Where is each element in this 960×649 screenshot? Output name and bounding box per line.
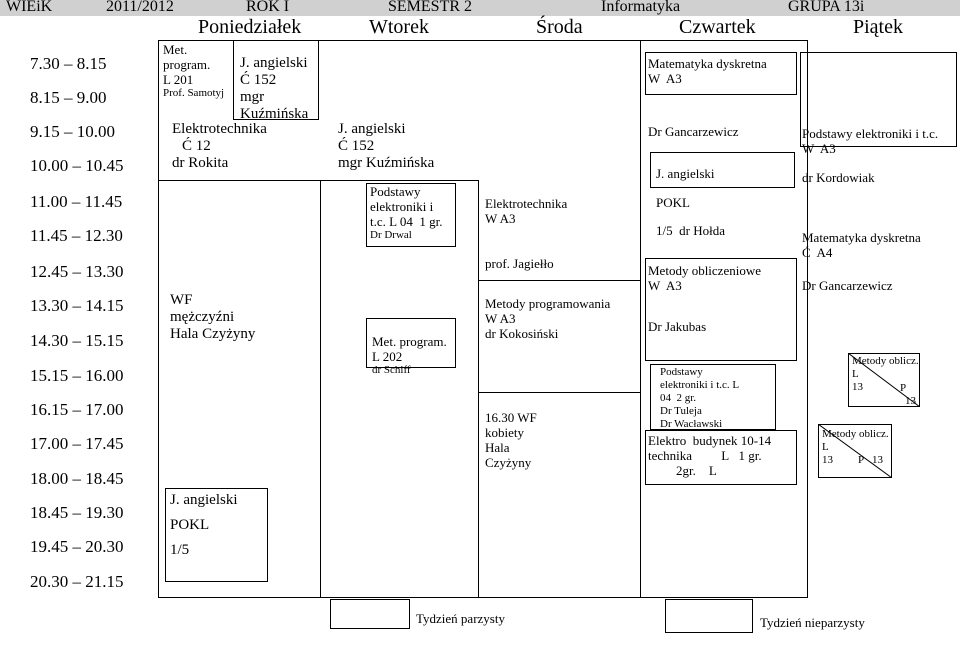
- header-course-year: ROK I: [246, 0, 290, 15]
- day-friday: Piątek: [853, 16, 903, 38]
- time-slot: 8.15 – 9.00: [30, 88, 107, 107]
- time-slot: 15.15 – 16.00: [30, 366, 124, 385]
- friday-metody-obl2-p: P: [858, 454, 865, 466]
- day-wednesday: Środa: [536, 16, 583, 38]
- friday-metody-obl2-p13: 13: [872, 454, 883, 466]
- monday-met-program: Met. program. L 201 Prof. Samotyj: [163, 42, 225, 99]
- thursday-mat-dysk: Matematyka dyskretna W A3: [648, 56, 767, 86]
- divider: [158, 180, 478, 181]
- divider: [320, 180, 321, 598]
- friday-metody-obl1: Metody oblicz. L 13: [852, 355, 919, 393]
- tuesday-podstawy: Podstawy elektroniki i t.c. L 04 1 gr. Dr Drwal: [370, 184, 443, 241]
- thursday-english: J. angielski POKL 1/5 dr Hołda: [656, 166, 725, 238]
- time-slot: 17.00 – 17.45: [30, 434, 124, 453]
- day-thursday: Czwartek: [679, 16, 756, 38]
- monday-wf: WF mężczyźni Hala Czyżyny: [170, 292, 256, 342]
- tuesday-english: J. angielski Ć 152 mgr Kuźmińska: [338, 121, 435, 171]
- legend-odd-week: Tydzień nieparzysty: [760, 615, 865, 630]
- friday-metody-obl1-p13: 13: [905, 395, 916, 407]
- time-slot: 12.45 – 13.30: [30, 262, 124, 281]
- time-slot: 16.15 – 17.00: [30, 400, 124, 419]
- thursday-metody-obl: Metody obliczeniowe W A3 Dr Jakubas: [648, 263, 761, 334]
- header-year: 2011/2012: [106, 0, 174, 15]
- header-bar: [0, 0, 960, 16]
- friday-metody-obl1-p: P: [900, 382, 907, 394]
- divider: [478, 392, 640, 393]
- wednesday-metody-prog: Metody programowania W A3 dr Kokosiński: [485, 296, 611, 341]
- day-tuesday: Wtorek: [369, 16, 429, 38]
- friday-mat-dysk: Matematyka dyskretna Ć A4 Dr Gancarzewicz: [802, 230, 921, 293]
- tuesday-met-program: Met. program. L 202 dr Schiff: [372, 334, 447, 376]
- legend-even-week: Tydzień parzysty: [416, 611, 505, 626]
- time-slot: 19.45 – 20.30: [30, 537, 124, 556]
- divider: [640, 40, 641, 598]
- time-slot: 18.45 – 19.30: [30, 503, 124, 522]
- time-slot: 11.00 – 11.45: [30, 192, 123, 211]
- friday-metody-obl2: Metody oblicz. L 13: [822, 428, 889, 466]
- header-semester: SEMESTR 2: [388, 0, 473, 15]
- wednesday-wf: 16.30 WF kobiety Hala Czyżyny: [485, 410, 537, 470]
- time-slot: 14.30 – 15.15: [30, 331, 124, 350]
- time-slot: 7.30 – 8.15: [30, 54, 107, 73]
- time-slot: 9.15 – 10.00: [30, 122, 115, 141]
- header-group: GRUPA 13i: [788, 0, 865, 15]
- header-field: Informatyka: [601, 0, 681, 15]
- day-monday: Poniedziałek: [198, 16, 302, 38]
- legend-odd-swatch: [665, 599, 753, 633]
- time-slot: 20.30 – 21.15: [30, 572, 124, 591]
- divider: [478, 180, 479, 598]
- time-slot: 11.45 – 12.30: [30, 226, 123, 245]
- monday-english: J. angielski Ć 152 mgr Kuźmińska: [240, 55, 309, 122]
- time-slot: 10.00 – 10.45: [30, 156, 124, 175]
- legend-even-swatch: [330, 599, 410, 629]
- monday-electro: Elektrotechnika Ć 12 dr Rokita: [172, 121, 267, 171]
- divider: [478, 280, 640, 281]
- thursday-gancarzewicz: Dr Gancarzewicz: [648, 124, 739, 139]
- monday-english2: J. angielski POKL 1/5: [170, 492, 238, 558]
- time-slot: 18.00 – 18.45: [30, 469, 124, 488]
- header-faculty: WIEiK: [6, 0, 53, 15]
- wednesday-electro: Elektrotechnika W A3 prof. Jagiełło: [485, 196, 568, 271]
- friday-podstawy: Podstawy elektroniki i t.c. W A3 dr Kordowiak: [802, 126, 939, 185]
- time-slot: 13.30 – 14.15: [30, 296, 124, 315]
- thursday-podstawy: Podstawy elektroniki i t.c. L 04 2 gr. Dr Tuleja Dr Wacławski: [660, 366, 740, 430]
- thursday-elektro-budynek: Elektro budynek 10-14 technika L 1 gr. 2gr. L: [648, 433, 772, 478]
